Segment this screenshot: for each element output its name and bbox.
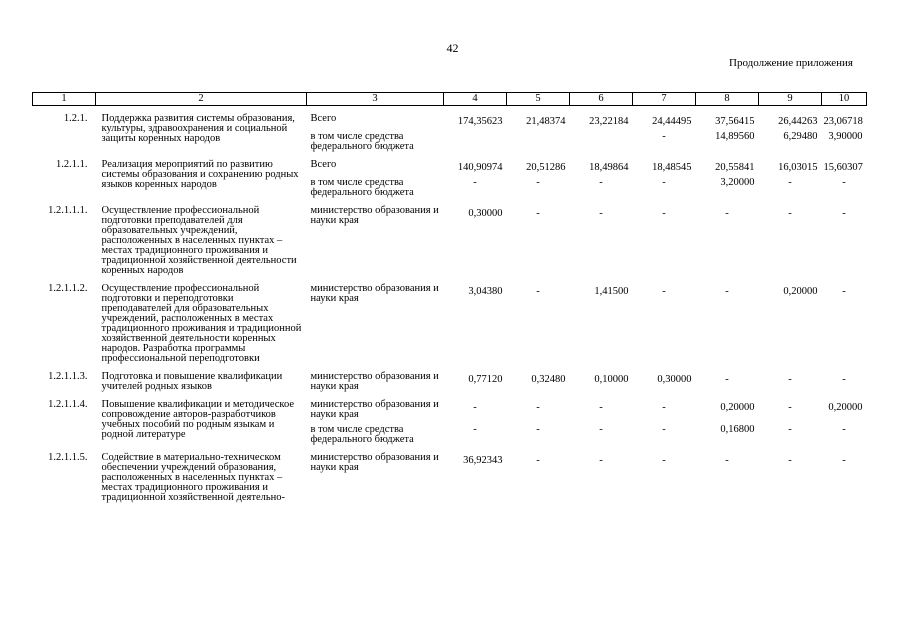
column-header-3: 3: [307, 93, 444, 106]
value-cell: -: [788, 424, 792, 435]
value-cell: -: [536, 208, 540, 219]
value-cell: -: [662, 455, 666, 466]
funding-source: в том числе средства федерального бюджета: [310, 424, 414, 445]
column-header-6: 6: [570, 93, 633, 106]
funding-source: министерство образования и науки края: [310, 283, 439, 304]
value-cell: 0,77120: [468, 374, 503, 385]
value-cell: 36,92343: [463, 455, 503, 466]
column-header-9: 9: [759, 93, 822, 106]
funding-source: Всего: [310, 159, 337, 170]
value-cell: -: [536, 402, 540, 413]
value-cell: -: [473, 177, 477, 188]
row-name: Осуществление профессиональной подготовки и переподготовки преподавателей для образовательных учреждений, расположенных в местах традиционного проживания и традиционной хозяйственной деятельности коренных народов. Разработка программы профессиональной переподготовки: [101, 283, 302, 364]
value-cell: 6,29480: [783, 131, 818, 142]
value-cell: 0,10000: [594, 374, 629, 385]
value-cell: -: [662, 177, 666, 188]
value-cell: 174,35623: [457, 116, 503, 127]
value-cell: -: [536, 455, 540, 466]
value-cell: -: [473, 402, 477, 413]
table-row: [33, 364, 867, 392]
value-cell: -: [788, 455, 792, 466]
row-code: 1.2.1.1.4.: [48, 399, 88, 410]
row-code: 1.2.1.1.1.: [48, 205, 88, 216]
funding-source: министерство образования и науки края: [310, 399, 439, 420]
table-row: [33, 106, 867, 128]
header-row: [33, 93, 867, 106]
value-cell: 15,60307: [823, 162, 863, 173]
value-cell: 0,30000: [468, 208, 503, 219]
value-cell: 140,90974: [457, 162, 503, 173]
row-code: 1.2.1.1.2.: [48, 283, 88, 294]
value-cell: 26,44263: [778, 116, 818, 127]
row-name: Поддержка развития системы образования, культуры, здравоохранения и социальной защиты коренных народов: [101, 113, 295, 144]
column-header-2: 2: [96, 93, 307, 106]
value-cell: [444, 127, 507, 152]
value-cell: 0,32480: [531, 374, 566, 385]
value-cell: -: [788, 402, 792, 413]
value-cell: -: [725, 455, 729, 466]
value-cell: 18,49864: [589, 162, 629, 173]
table-row: [33, 445, 867, 503]
column-header-10: 10: [822, 93, 867, 106]
funding-source: в том числе средства федерального бюджета: [310, 131, 414, 152]
value-cell: -: [788, 177, 792, 188]
value-cell: 16,03015: [778, 162, 818, 173]
value-cell: 23,06718: [823, 116, 863, 127]
value-cell: -: [842, 424, 846, 435]
value-cell: [507, 127, 570, 152]
value-cell: -: [725, 208, 729, 219]
row-name: Осуществление профессиональной подготовки преподавателей для образовательных учреждений, расположенных в населенных пунктах – местах традиционного проживания и традиционной хозяйственной деятельности коренных народов: [101, 205, 297, 276]
value-cell: -: [662, 208, 666, 219]
value-cell: -: [536, 424, 540, 435]
value-cell: -: [599, 424, 603, 435]
value-cell: -: [536, 177, 540, 188]
value-cell: -: [599, 402, 603, 413]
value-cell: -: [662, 286, 666, 297]
value-cell: 37,56415: [715, 116, 755, 127]
table-body: [33, 106, 867, 504]
funding-source: в том числе средства федерального бюджета: [310, 177, 414, 198]
column-header-4: 4: [444, 93, 507, 106]
value-cell: 18,48545: [652, 162, 692, 173]
funding-source: министерство образования и науки края: [310, 371, 439, 392]
value-cell: 0,20000: [783, 286, 818, 297]
value-cell: -: [662, 402, 666, 413]
page-number: 42: [446, 41, 459, 55]
table-row: [33, 392, 867, 420]
value-cell: 0,30000: [657, 374, 692, 385]
value-cell: 20,51286: [526, 162, 566, 173]
value-cell: -: [536, 286, 540, 297]
value-cell: -: [599, 177, 603, 188]
appendix-continuation-label: Продолжение приложения: [729, 57, 853, 69]
funding-source: министерство образования и науки края: [310, 452, 439, 473]
row-name: Подготовка и повышение квалификации учителей родных языков: [101, 371, 283, 392]
value-cell: 0,20000: [720, 402, 755, 413]
table-row: [33, 198, 867, 276]
column-header-1: 1: [33, 93, 96, 106]
budget-table: [32, 92, 867, 503]
value-cell: 1,41500: [594, 286, 629, 297]
value-cell: -: [725, 286, 729, 297]
row-name: Содействие в материально-техническом обеспечении учреждений образования, расположенных в населенных пунктах – местах традиционного проживания и традиционной хозяйственной деятельно-: [101, 452, 286, 503]
row-code: 1.2.1.1.: [56, 159, 88, 170]
funding-source: Всего: [310, 113, 337, 124]
value-cell: -: [473, 424, 477, 435]
value-cell: -: [788, 208, 792, 219]
value-cell: 23,22184: [589, 116, 629, 127]
value-cell: [570, 127, 633, 152]
value-cell: -: [842, 455, 846, 466]
value-cell: -: [842, 177, 846, 188]
value-cell: -: [599, 208, 603, 219]
value-cell: 0,16800: [720, 424, 755, 435]
column-header-5: 5: [507, 93, 570, 106]
value-cell: -: [662, 131, 666, 142]
value-cell: -: [842, 374, 846, 385]
value-cell: -: [599, 455, 603, 466]
value-cell: 21,48374: [526, 116, 566, 127]
table-row: [33, 152, 867, 173]
value-cell: 0,20000: [828, 402, 863, 413]
value-cell: -: [842, 286, 846, 297]
column-header-8: 8: [696, 93, 759, 106]
row-name: Реализация мероприятий по развитию системы образования и сохранению родных языков коренных народов: [101, 159, 299, 190]
row-code: 1.2.1.1.3.: [48, 371, 88, 382]
table-row: [33, 276, 867, 364]
row-code: 1.2.1.: [63, 113, 88, 124]
value-cell: -: [725, 374, 729, 385]
value-cell: -: [842, 208, 846, 219]
value-cell: 3,90000: [828, 131, 863, 142]
value-cell: 20,55841: [715, 162, 755, 173]
value-cell: 24,44495: [652, 116, 692, 127]
row-name: Повышение квалификации и методическое сопровождение авторов-разработчиков учебных пособий по родным языкам и родной литературе: [101, 399, 295, 440]
value-cell: 3,20000: [720, 177, 755, 188]
row-code: 1.2.1.1.5.: [48, 452, 88, 463]
value-cell: -: [662, 424, 666, 435]
column-header-7: 7: [633, 93, 696, 106]
value-cell: -: [788, 374, 792, 385]
value-cell: 14,89560: [715, 131, 755, 142]
funding-source: министерство образования и науки края: [310, 205, 439, 226]
value-cell: 3,04380: [468, 286, 503, 297]
